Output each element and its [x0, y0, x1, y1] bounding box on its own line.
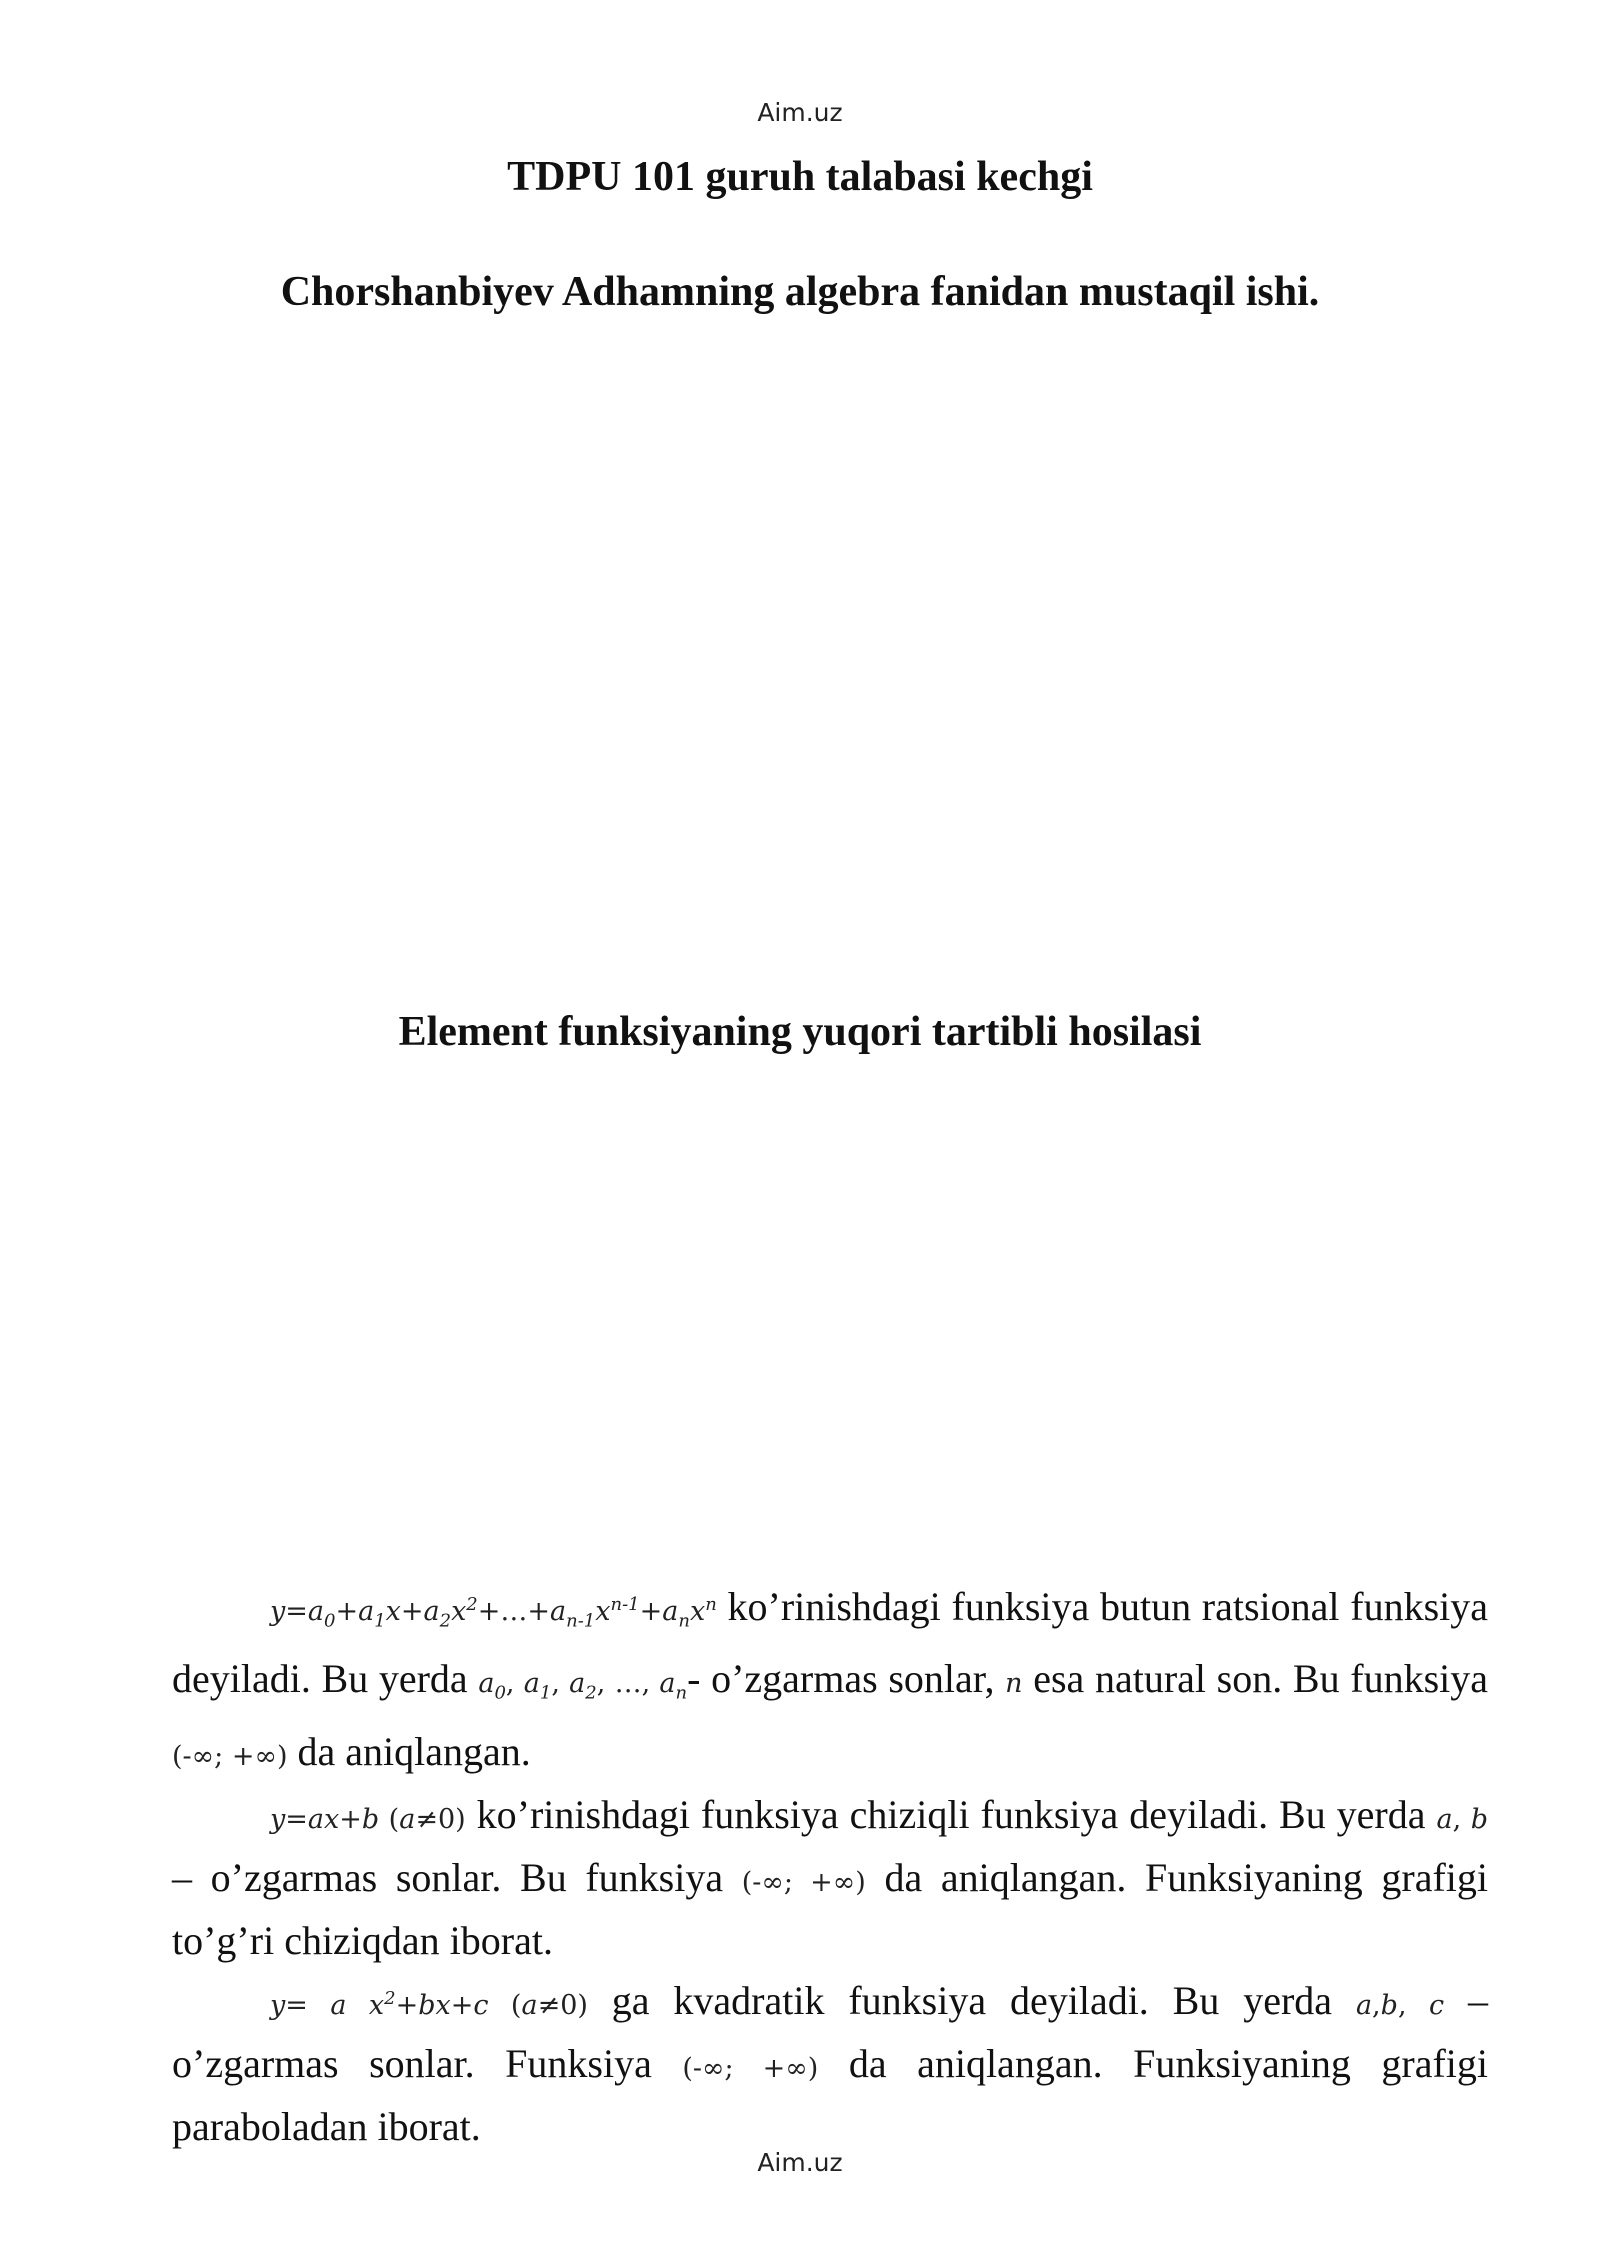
header-watermark: Aim.uz — [757, 98, 843, 127]
para1-text-4: da aniqlangan. — [287, 1728, 531, 1774]
domain-interval-1: (-∞; +∞) — [172, 1740, 288, 1772]
quadratic-constants: a,b, c — [1355, 1989, 1445, 2021]
n-symbol: n — [1005, 1668, 1023, 1700]
polynomial-formula: $y=a_0+a_1x+a_2x^2+\dots+a_{n-1}x^{n-1}+a_nx^n$ — [270, 1594, 717, 1632]
paragraph-polynomial — [172, 1576, 1488, 1786]
para3-text-3: da aniqlangan. Funksiyaning grafigi paraboladan iborat. — [172, 2040, 1488, 2149]
para1-text-2: - o’zgarmas sonlar, — [687, 1656, 1006, 1702]
para3-text-2: – o’zgarmas sonlar. Funksiya — [172, 1977, 1488, 2086]
paragraph-quadratic — [172, 1970, 1488, 2156]
para2-text-3: da aniqlangan. Funksiyaning grafigi to’g’ri chiziqdan iborat. — [172, 1854, 1489, 1963]
para2-text-2: – o’zgarmas sonlar. Bu funksiya — [172, 1854, 742, 1900]
footer-watermark: Aim.uz — [757, 2148, 843, 2177]
para1-text-1: ko’rinishdagi funksiya butun ratsional funksiya deyiladi. Bu yerda — [172, 1584, 1488, 1702]
title-line-2: Chorshanbiyev Adhamning algebra fanidan mustaqil ishi. — [280, 269, 1320, 315]
title-line-1: TDPU 101 guruh talabasi kechgi — [507, 154, 1093, 200]
quadratic-formula: y= a $x^2+bx+c$ (a≠0) — [270, 1987, 588, 2021]
topic-title: Element funksiyaning yuqori tartibli hosilasi — [398, 1009, 1202, 1055]
document-body — [172, 1576, 1488, 2156]
linear-constants: a, b — [1436, 1803, 1488, 1835]
para2-text-1: ko’rinishdagi funksiya chiziqli funksiya deyiladi. Bu yerda — [465, 1791, 1437, 1837]
coefficients-formula: $a_0$, $a_1$, $a_2$, …, $a_n$ — [478, 1668, 688, 1704]
domain-interval-2: (-∞; +∞) — [741, 1866, 866, 1898]
linear-formula: y=ax+b (a≠0) — [270, 1803, 466, 1835]
para3-text-1: ga kvadratik funksiya deyiladi. Bu yerda — [587, 1977, 1356, 2023]
domain-interval-3: (-∞; +∞) — [682, 2052, 819, 2084]
para1-text-3: esa natural son. Bu funksiya — [1022, 1656, 1489, 1702]
paragraph-linear — [172, 1786, 1488, 1970]
